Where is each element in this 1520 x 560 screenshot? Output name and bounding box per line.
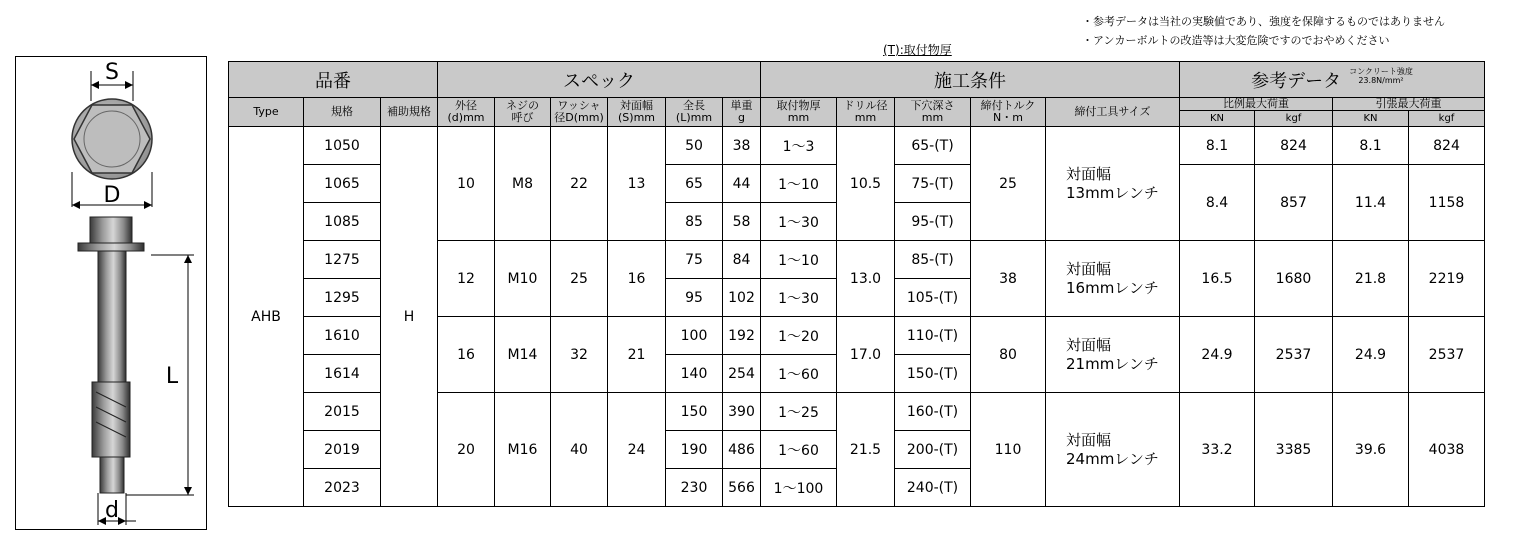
col-screw-l1: ネジの (506, 99, 539, 112)
header-ref (1180, 62, 1485, 98)
cell-tool (1046, 317, 1180, 393)
header-spec: スペック (438, 62, 761, 98)
tool-line-2: 13mmレンチ (1066, 183, 1159, 202)
col-across (608, 98, 666, 127)
cell-size: 1295 (304, 279, 381, 317)
cell-screw: M16 (495, 393, 551, 507)
cell-length: 140 (666, 355, 723, 393)
t-legend: (T):取付物厚 (883, 43, 952, 57)
col-depth-l2: mm (921, 111, 944, 124)
col-washer-l1: ワッシャ (557, 99, 601, 112)
cell-depth: 160-(T) (895, 393, 971, 431)
label-d-upper: D (103, 183, 121, 208)
cell-depth: 240-(T) (895, 469, 971, 507)
cell-depth: 65-(T) (895, 127, 971, 165)
cell-size: 2023 (304, 469, 381, 507)
col-screw (495, 98, 551, 127)
col-prop-load: 比例最大荷重 (1180, 98, 1333, 111)
cell-thick: 1～60 (761, 431, 837, 469)
label-d-lower: d (105, 498, 119, 523)
note-line: ・アンカーボルトの改造等は大変危険ですのでおやめください (1082, 34, 1390, 47)
col-drill-l1: ドリル径 (843, 99, 888, 112)
header-product: 品番 (229, 62, 438, 98)
header-row-groups (229, 62, 1485, 98)
cell-size: 1085 (304, 203, 381, 241)
tool-line-1: 対面幅 (1066, 259, 1112, 278)
cell-prop-kn: 16.5 (1180, 241, 1255, 317)
cell-torque: 110 (971, 393, 1046, 507)
cell-across: 13 (608, 127, 666, 241)
col-screw-l2: 呼び (511, 111, 534, 124)
cell-screw: M14 (495, 317, 551, 393)
unit-kgf: kgf (1409, 111, 1485, 127)
cell-torque: 38 (971, 241, 1046, 317)
col-aux: 補助規格 (381, 98, 438, 127)
cell-length: 150 (666, 393, 723, 431)
col-tool: 締付工具サイズ (1046, 98, 1180, 127)
unit-kn: KN (1180, 111, 1255, 127)
cell-depth: 150-(T) (895, 355, 971, 393)
cell-torque: 25 (971, 127, 1046, 241)
cell-screw: M10 (495, 241, 551, 317)
tool-line-1: 対面幅 (1066, 335, 1112, 354)
cell-size: 2019 (304, 431, 381, 469)
cell-across: 21 (608, 317, 666, 393)
cell-thick: 1～3 (761, 127, 837, 165)
cell-depth: 200-(T) (895, 431, 971, 469)
col-torque-l2: N・m (993, 111, 1023, 124)
col-outer (438, 98, 495, 127)
ref-note-2: 23.8N/mm² (1358, 75, 1404, 85)
col-thick-l2: mm (787, 111, 810, 124)
cell-washer: 22 (551, 127, 608, 241)
label-l: L (165, 364, 179, 389)
cell-size: 1610 (304, 317, 381, 355)
cell-thick: 1～60 (761, 355, 837, 393)
cell-tens-kn: 21.8 (1333, 241, 1409, 317)
cell-length: 50 (666, 127, 723, 165)
cell-prop-kn: 33.2 (1180, 393, 1255, 507)
col-depth (895, 98, 971, 127)
cell-length: 95 (666, 279, 723, 317)
cell-depth: 75-(T) (895, 165, 971, 203)
cell-across: 16 (608, 241, 666, 317)
cell-weight: 44 (723, 165, 761, 203)
cell-size: 1614 (304, 355, 381, 393)
col-across-l1: 対面幅 (620, 99, 653, 112)
ref-strength-note (1349, 67, 1413, 85)
col-outer-l1: 外径 (455, 99, 477, 112)
cell-thick: 1～100 (761, 469, 837, 507)
tool-line-2: 16mmレンチ (1066, 278, 1159, 297)
cell-thick: 1～25 (761, 393, 837, 431)
cell-tens-kgf: 4038 (1409, 393, 1485, 507)
cell-size: 1275 (304, 241, 381, 279)
top-view (72, 99, 152, 179)
cell-washer: 40 (551, 393, 608, 507)
cell-drill: 17.0 (837, 317, 895, 393)
cell-prop-kgf: 824 (1255, 127, 1333, 165)
side-view (78, 217, 144, 493)
cell-weight: 102 (723, 279, 761, 317)
cell-torque: 80 (971, 317, 1046, 393)
cell-length: 230 (666, 469, 723, 507)
cell-drill: 21.5 (837, 393, 895, 507)
cell-weight: 390 (723, 393, 761, 431)
cell-weight: 58 (723, 203, 761, 241)
cell-prop-kgf: 3385 (1255, 393, 1333, 507)
cell-length: 190 (666, 431, 723, 469)
cell-outer: 16 (438, 317, 495, 393)
cell-prop-kgf: 857 (1255, 165, 1333, 241)
cell-tens-kn: 24.9 (1333, 317, 1409, 393)
cell-outer: 12 (438, 241, 495, 317)
col-washer (551, 98, 608, 127)
cell-drill: 10.5 (837, 127, 895, 241)
col-type: Type (229, 98, 304, 127)
cell-prop-kgf: 2537 (1255, 317, 1333, 393)
cell-aux: H (381, 127, 438, 507)
notes (1082, 12, 1445, 50)
cell-prop-kn: 8.1 (1180, 127, 1255, 165)
col-length (666, 98, 723, 127)
col-drill (837, 98, 895, 127)
cell-drill: 13.0 (837, 241, 895, 317)
note-line: ・参考データは当社の実験値であり、強度を保障するものではありません (1082, 15, 1445, 28)
cell-washer: 25 (551, 241, 608, 317)
col-torque (971, 98, 1046, 127)
table-row (229, 127, 1485, 165)
cell-tens-kgf: 2537 (1409, 317, 1485, 393)
cell-size: 1050 (304, 127, 381, 165)
cell-tens-kgf: 2219 (1409, 241, 1485, 317)
cell-thick: 1～10 (761, 165, 837, 203)
cell-prop-kn: 24.9 (1180, 317, 1255, 393)
col-weight (723, 98, 761, 127)
cell-tens-kgf: 1158 (1409, 165, 1485, 241)
cell-outer: 20 (438, 393, 495, 507)
cell-thick: 1～10 (761, 241, 837, 279)
cell-thick: 1～30 (761, 279, 837, 317)
cell-size: 1065 (304, 165, 381, 203)
col-weight-l1: 単重 (730, 99, 753, 112)
cell-weight: 192 (723, 317, 761, 355)
col-thick (761, 98, 837, 127)
cell-type: AHB (229, 127, 304, 507)
cell-thick: 1～30 (761, 203, 837, 241)
cell-weight: 84 (723, 241, 761, 279)
cell-weight: 254 (723, 355, 761, 393)
cell-tool (1046, 393, 1180, 507)
cell-tool (1046, 241, 1180, 317)
cell-length: 65 (666, 165, 723, 203)
header-ref-label: 参考データ (1251, 70, 1342, 92)
unit-kn: KN (1333, 111, 1409, 127)
tool-line-2: 21mmレンチ (1066, 354, 1159, 373)
unit-kgf: kgf (1255, 111, 1333, 127)
spec-table (228, 61, 1485, 507)
cell-thick: 1～20 (761, 317, 837, 355)
col-tens-load: 引張最大荷重 (1333, 98, 1485, 111)
cell-across: 24 (608, 393, 666, 507)
cell-outer: 10 (438, 127, 495, 241)
cell-depth: 95-(T) (895, 203, 971, 241)
col-length-l2: (L)mm (675, 111, 713, 124)
tool-line-1: 対面幅 (1066, 164, 1112, 183)
cell-weight: 566 (723, 469, 761, 507)
cell-screw: M8 (495, 127, 551, 241)
col-thick-l1: 取付物厚 (776, 99, 821, 112)
cell-weight: 486 (723, 431, 761, 469)
cell-size: 2015 (304, 393, 381, 431)
col-weight-l2: g (738, 111, 745, 124)
col-size: 規格 (304, 98, 381, 127)
col-torque-l1: 締付トルク (980, 99, 1036, 112)
col-outer-l2: (d)mm (447, 111, 485, 124)
cell-tens-kn: 39.6 (1333, 393, 1409, 507)
cell-length: 75 (666, 241, 723, 279)
cell-tool (1046, 127, 1180, 241)
header-row-columns (229, 98, 1485, 111)
tool-line-1: 対面幅 (1066, 430, 1112, 449)
tool-line-2: 24mmレンチ (1066, 449, 1159, 468)
cell-prop-kgf: 1680 (1255, 241, 1333, 317)
col-depth-l1: 下穴深さ (910, 99, 955, 112)
cell-prop-kn: 8.4 (1180, 165, 1255, 241)
cell-tens-kgf: 824 (1409, 127, 1485, 165)
col-washer-l2: 径D(mm) (554, 111, 604, 124)
cell-tens-kn: 11.4 (1333, 165, 1409, 241)
cell-length: 100 (666, 317, 723, 355)
label-s: S (105, 60, 119, 85)
cell-depth: 105-(T) (895, 279, 971, 317)
cell-washer: 32 (551, 317, 608, 393)
cell-weight: 38 (723, 127, 761, 165)
header-install: 施工条件 (761, 62, 1180, 98)
cell-tens-kn: 8.1 (1333, 127, 1409, 165)
cell-length: 85 (666, 203, 723, 241)
cell-depth: 85-(T) (895, 241, 971, 279)
ref-note-1: コンクリート強度 (1349, 66, 1413, 76)
cell-depth: 110-(T) (895, 317, 971, 355)
col-drill-l2: mm (854, 111, 877, 124)
anchor-bolt-figure (15, 56, 207, 530)
col-length-l1: 全長 (683, 99, 705, 112)
col-across-l2: (S)mm (618, 111, 655, 124)
